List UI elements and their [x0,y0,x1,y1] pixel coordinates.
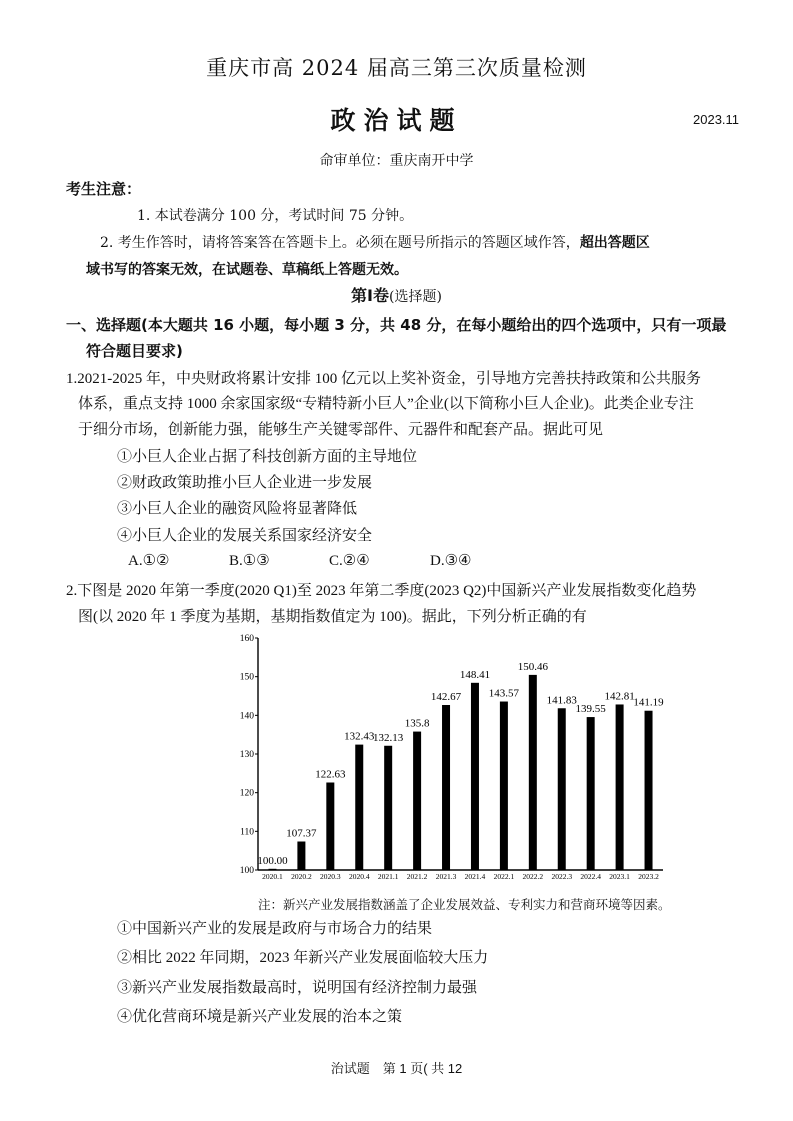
notice-item-2-text: 2. 考生作答时，请将答案答在答题卡上。必须在题号所指示的答题区域作答， [100,235,580,251]
value-label-2021.4: 148.41 [459,668,491,681]
value-label-2023.2: 141.19 [633,696,664,709]
value-label-2020.2: 107.37 [286,827,317,840]
y-tick-label: 150 [239,672,254,683]
q1-stem-line3: 于细分市场，创新能力强，能够生产关键零部件、元器件和配套产品。据此可见 [78,422,604,438]
bar-2023.2 [645,711,653,870]
value-label-2022.3: 141.83 [546,694,577,707]
bar-2021.2 [413,732,421,870]
q1-choice-d: D.③④ [430,553,472,569]
x-tick-label-2021.1: 2021.1 [377,872,399,881]
value-label-2021.3: 142.67 [430,691,462,704]
q2-stem-line1: 2.下图是 2020 年第一季度(2020 Q1)至 2023 年第二季度(2023 Q2)中国新兴产业发展指数变化趋势 [66,583,697,599]
section-heading-line2: 符合题目要求) [86,342,183,360]
bar-2020.1 [268,869,276,870]
q2-option-2: ②相比 2022 年同期，2023 年新兴产业发展面临较大压力 [117,950,489,966]
value-label-2022.2: 150.46 [517,660,548,673]
y-tick-label: 100 [239,866,254,876]
x-tick-label-2020.3: 2020.3 [320,872,341,881]
q2-option-3: ③新兴产业发展指数最高时，说明国有经济控制力最强 [117,980,478,996]
q2-option-4: ④优化营商环境是新兴产业发展的治本之策 [117,1009,403,1025]
q1-choice-a: A.①② [128,553,170,569]
x-tick-label-2021.2: 2021.2 [406,872,428,881]
page-footer: 治试题 第 1 页( 共 12 [330,1061,463,1076]
value-label-2021.2: 135.8 [404,717,430,730]
notice-title: 考生注意： [66,180,142,198]
notice-item-2-cont: 域书写的答案无效，在试题卷、草稿纸上答题无效。 [86,262,408,278]
x-tick-label-2023.1: 2023.1 [609,872,630,881]
bar-2021.4 [471,683,479,870]
chart-value-labels [257,661,664,867]
value-label-2020.3: 122.63 [315,768,346,781]
value-label-2020.4: 132.43 [344,730,375,743]
value-label-2021.1: 132.13 [373,731,404,744]
volume-title-main: 第Ⅰ卷 [351,286,390,305]
value-label-2022.4: 139.55 [575,703,606,716]
bar-2022.2 [529,675,537,870]
notice-item-2-bold: 超出答题区 [579,235,650,251]
section-heading-line1: 一、选择题(本大题共 16 小题，每小题 3 分，共 48 分，在每小题给出的四个选项中，只有一项最 [66,316,727,334]
exam-date: 2023.11 [693,112,740,127]
volume-title-sub: (选择题) [389,289,442,305]
bar-2022.3 [558,708,566,870]
x-tick-label-2022.1: 2022.1 [493,872,515,881]
x-tick-label-2021.4: 2021.4 [464,872,486,881]
value-label-2022.1: 143.57 [488,687,520,700]
x-tick-label-2022.4: 2022.4 [580,872,601,881]
q1-option-1: ①小巨人企业占据了科技创新方面的主导地位 [117,449,418,465]
q1-option-2: ②财政政策助推小巨人企业进一步发展 [117,475,373,491]
q1-choice-c: C.②④ [329,553,370,569]
x-tick-label-2020.1: 2020.1 [262,872,283,881]
chart-note: 注：新兴产业发展指数涵盖了企业发展效益、专利实力和营商环境等因素。 [258,897,671,912]
volume-title [0,283,793,306]
bar-2020.2 [297,842,305,870]
y-tick-label: 160 [239,634,254,644]
q1-option-4: ④小巨人企业的发展关系国家经济安全 [117,528,373,544]
x-tick-label-2020.4: 2020.4 [348,872,370,881]
x-tick-label-2022.2: 2022.2 [522,872,544,881]
subject-title: 政治试题 [330,106,463,135]
bar-2022.4 [587,717,595,870]
bar-2023.1 [616,704,624,870]
q2-stem-line2: 图(以 2020 年 1 季度为基期，基期指数值定为 100)。据此，下列分析正确的有 [78,609,587,625]
value-label-2023.1: 142.81 [604,690,635,703]
notice-item-2 [100,232,650,252]
bar-2021.3 [442,705,450,870]
exam-title: 重庆市高 2024 届高三第三次质量检测 [206,56,587,80]
bar-2020.3 [326,782,334,870]
y-tick-label: 120 [239,788,254,799]
q1-stem-line2: 体系，重点支持 1000 余家国家级“专精特新小巨人”企业(以下简称小巨人企业)。此类企业专注 [78,396,694,412]
x-tick-label-2022.3: 2022.3 [551,872,573,881]
notice-item-1: 1. 本试卷满分 100 分，考试时间 75 分钟。 [137,208,414,224]
q1-choice-b: B.①③ [229,553,270,569]
bar-2021.1 [384,746,392,870]
y-tick-label: 110 [240,827,254,838]
index-bar-chart [225,628,675,886]
bar-2022.1 [500,702,508,870]
bar-2020.4 [355,745,363,870]
y-tick-label: 140 [239,711,254,722]
q1-option-3: ③小巨人企业的融资风险将显著降低 [117,501,358,517]
y-tick-label: 130 [239,750,254,760]
q2-option-1: ①中国新兴产业的发展是政府与市场合力的结果 [117,921,433,937]
setter-unit: 命审单位：重庆南开中学 [319,153,474,169]
x-tick-label-2020.2: 2020.2 [291,872,312,881]
x-tick-label-2023.2: 2023.2 [638,872,659,881]
value-label-2020.1: 100.00 [257,854,288,867]
x-tick-label-2021.3: 2021.3 [435,872,457,881]
q1-stem-line1: 1.2021-2025 年，中央财政将累计安排 100 亿元以上奖补资金，引导地方完善扶持政策和公共服务 [66,371,701,387]
